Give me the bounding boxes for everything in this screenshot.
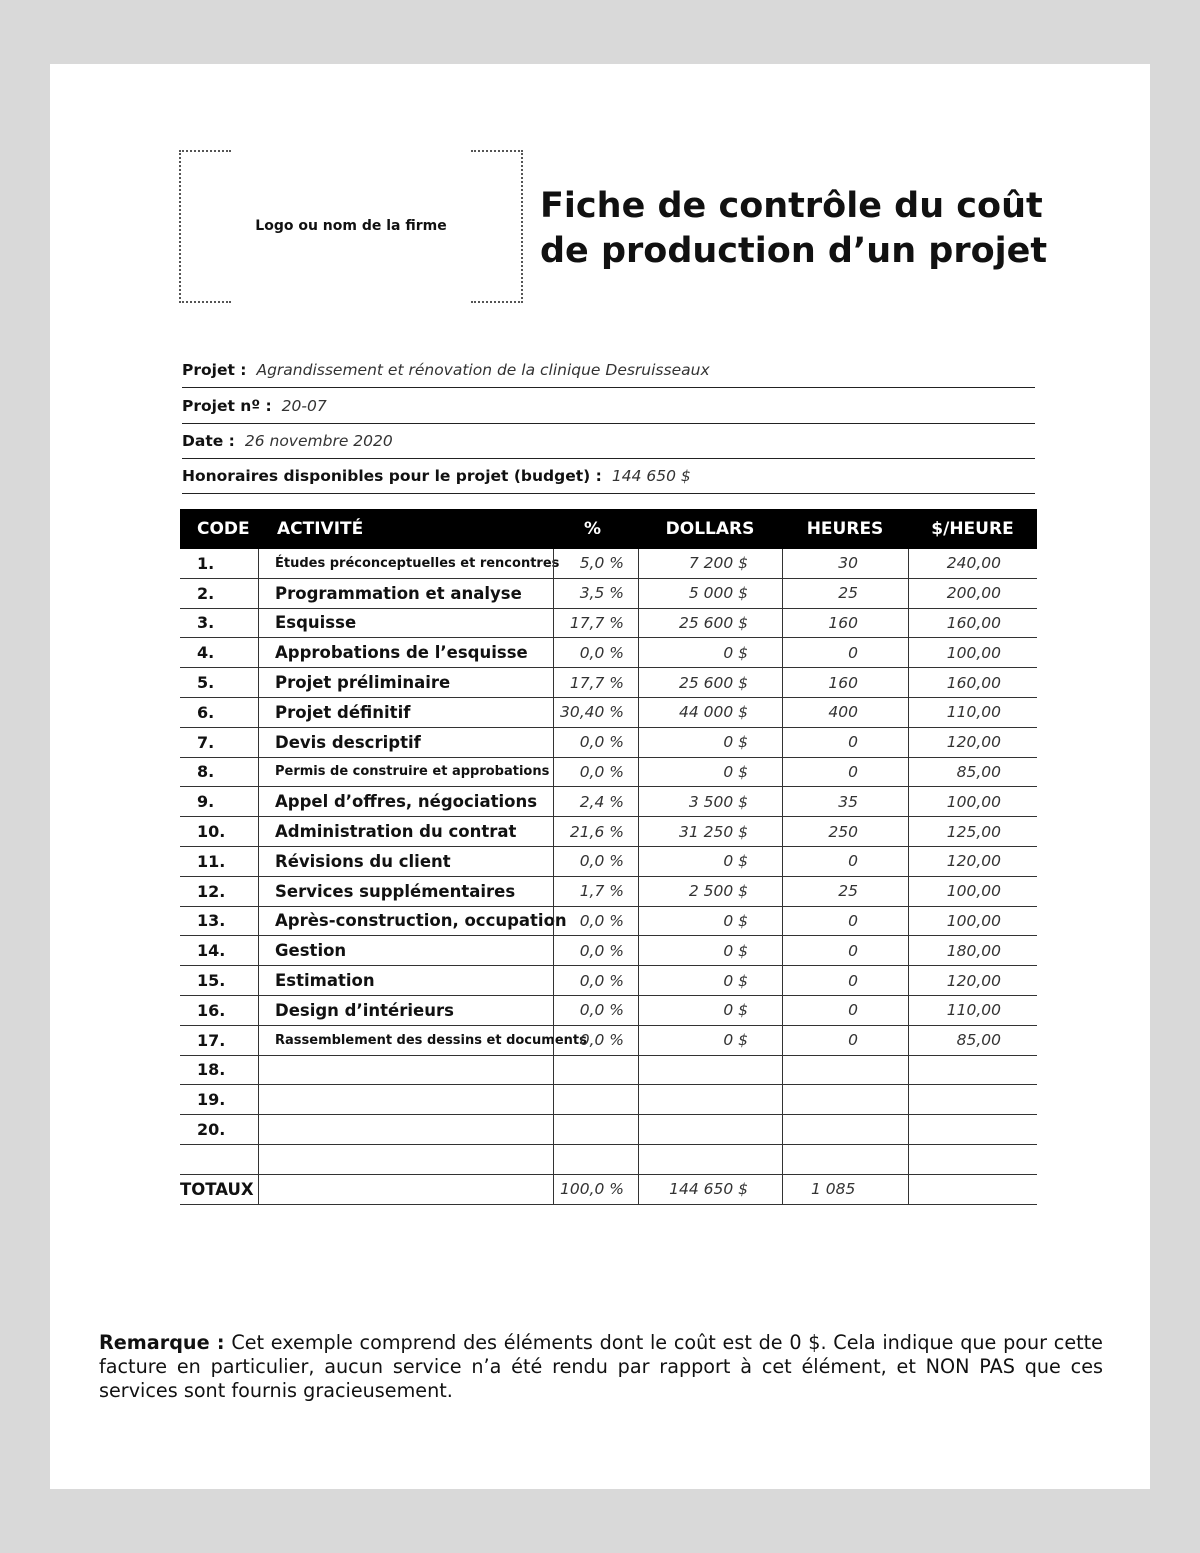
row-rate: 160,00 (908, 668, 1037, 697)
row-hours: 160 (782, 609, 908, 638)
table-row (180, 966, 1037, 996)
row-dollars: 0 $ (638, 758, 782, 787)
row-activity: Services supplémentaires (258, 877, 553, 906)
row-hours: 400 (782, 698, 908, 727)
row-hours: 250 (782, 817, 908, 846)
table-row (180, 758, 1037, 788)
totals-dollars: 144 650 $ (638, 1175, 782, 1204)
row-rate: 110,00 (908, 698, 1037, 727)
row-dollars: 7 200 $ (638, 549, 782, 578)
row-percent: 5,0 % (553, 549, 638, 578)
row-percent: 0,0 % (553, 996, 638, 1025)
row-rate: 200,00 (908, 579, 1037, 608)
row-code: 1. (197, 553, 215, 573)
row-code: 8. (197, 762, 215, 782)
table-row (180, 549, 1037, 579)
row-dollars: 2 500 $ (638, 877, 782, 906)
row-code: 9. (197, 792, 215, 812)
row-percent (553, 1145, 638, 1174)
row-rate (908, 1085, 1037, 1114)
row-hours: 0 (782, 996, 908, 1025)
row-activity: Approbations de l’esquisse (258, 638, 553, 667)
table-row (180, 1115, 1037, 1145)
row-dollars: 0 $ (638, 728, 782, 757)
row-dollars (638, 1145, 782, 1174)
row-activity: Études préconceptuelles et rencontres (258, 549, 553, 578)
row-percent: 21,6 % (553, 817, 638, 846)
project-number-field (182, 388, 1035, 424)
row-code: 5. (197, 673, 215, 693)
row-hours (782, 1085, 908, 1114)
row-dollars: 0 $ (638, 907, 782, 936)
row-code: 17. (197, 1030, 226, 1050)
date-label: Date : (182, 431, 235, 450)
table-row (180, 936, 1037, 966)
row-hours: 0 (782, 936, 908, 965)
header-rate: $/HEURE (931, 519, 1014, 539)
row-rate: 240,00 (908, 549, 1037, 578)
totals-percent: 100,0 % (553, 1175, 638, 1204)
row-rate: 85,00 (908, 1026, 1037, 1055)
budget-field (182, 458, 1035, 494)
table-row (180, 996, 1037, 1026)
row-dollars: 3 500 $ (638, 787, 782, 816)
row-rate: 100,00 (908, 877, 1037, 906)
row-rate: 100,00 (908, 638, 1037, 667)
row-hours: 0 (782, 907, 908, 936)
date-field (182, 423, 1035, 459)
row-hours: 35 (782, 787, 908, 816)
table-row (180, 907, 1037, 937)
row-activity: Révisions du client (258, 847, 553, 876)
row-rate: 120,00 (908, 966, 1037, 995)
row-percent: 30,40 % (553, 698, 638, 727)
row-hours: 0 (782, 1026, 908, 1055)
row-hours: 30 (782, 549, 908, 578)
row-rate: 120,00 (908, 847, 1037, 876)
row-code: 14. (197, 941, 226, 961)
row-percent: 3,5 % (553, 579, 638, 608)
row-rate: 125,00 (908, 817, 1037, 846)
date-value: 26 novembre 2020 (244, 431, 393, 450)
totals-row (180, 1175, 1037, 1205)
header-dollars: DOLLARS (665, 519, 755, 539)
table-body (180, 549, 1037, 1175)
row-hours: 0 (782, 638, 908, 667)
row-activity: Programmation et analyse (258, 579, 553, 608)
row-activity: Rassemblement des dessins et documents (258, 1026, 553, 1055)
row-dollars: 25 600 $ (638, 609, 782, 638)
logo-text: Logo ou nom de la firme (255, 218, 447, 234)
row-dollars: 25 600 $ (638, 668, 782, 697)
row-dollars: 31 250 $ (638, 817, 782, 846)
row-activity: Devis descriptif (258, 728, 553, 757)
row-dollars (638, 1056, 782, 1085)
project-number-value: 20-07 (281, 396, 327, 415)
row-percent: 0,0 % (553, 758, 638, 787)
row-activity: Esquisse (258, 609, 553, 638)
row-activity: Projet définitif (258, 698, 553, 727)
totals-rate (908, 1175, 1037, 1204)
row-activity: Permis de construire et approbations (258, 758, 553, 787)
table-row (180, 1026, 1037, 1056)
row-percent: 0,0 % (553, 728, 638, 757)
header-percent: % (583, 519, 602, 539)
row-rate: 100,00 (908, 907, 1037, 936)
row-dollars: 0 $ (638, 1026, 782, 1055)
row-dollars: 0 $ (638, 966, 782, 995)
table-row (180, 1085, 1037, 1115)
table-row (180, 668, 1037, 698)
row-activity (258, 1085, 553, 1114)
logo-placeholder (179, 150, 523, 303)
row-percent: 0,0 % (553, 638, 638, 667)
project-label: Projet : (182, 360, 247, 379)
row-percent (553, 1085, 638, 1114)
table-header (180, 509, 1037, 549)
row-percent: 1,7 % (553, 877, 638, 906)
row-activity (258, 1056, 553, 1085)
row-code: 11. (197, 851, 226, 871)
row-percent: 0,0 % (553, 907, 638, 936)
budget-label: Honoraires disponibles pour le projet (budget) : (182, 466, 602, 485)
row-rate: 180,00 (908, 936, 1037, 965)
row-code: 6. (197, 702, 215, 722)
row-code: 3. (197, 613, 215, 633)
row-dollars (638, 1085, 782, 1114)
row-code: 12. (197, 881, 226, 901)
table-row (180, 877, 1037, 907)
table-row (180, 728, 1037, 758)
row-hours (782, 1115, 908, 1144)
project-field (182, 352, 1035, 388)
row-hours: 0 (782, 758, 908, 787)
row-rate (908, 1056, 1037, 1085)
header-activity: ACTIVITÉ (277, 519, 364, 539)
table-row (180, 1056, 1037, 1086)
row-activity: Appel d’offres, négociations (258, 787, 553, 816)
row-hours: 0 (782, 966, 908, 995)
row-hours (782, 1145, 908, 1174)
row-hours: 0 (782, 847, 908, 876)
totals-label: TOTAUX (180, 1179, 254, 1199)
table-row (180, 1145, 1037, 1175)
row-percent (553, 1056, 638, 1085)
row-code: 18. (197, 1060, 226, 1080)
row-activity: Administration du contrat (258, 817, 553, 846)
row-code: 20. (197, 1120, 226, 1140)
row-rate (908, 1145, 1037, 1174)
row-dollars: 0 $ (638, 936, 782, 965)
row-percent: 17,7 % (553, 609, 638, 638)
row-percent: 0,0 % (553, 847, 638, 876)
header-code: CODE (197, 519, 250, 539)
row-activity: Gestion (258, 936, 553, 965)
row-hours: 160 (782, 668, 908, 697)
row-hours: 25 (782, 877, 908, 906)
row-activity: Design d’intérieurs (258, 996, 553, 1025)
row-activity (258, 1115, 553, 1144)
table-row (180, 579, 1037, 609)
row-code: 13. (197, 911, 226, 931)
totals-hours: 1 085 (782, 1175, 908, 1204)
table-row (180, 847, 1037, 877)
row-code: 15. (197, 971, 226, 991)
document-title (540, 184, 1048, 274)
row-rate: 100,00 (908, 787, 1037, 816)
row-dollars: 0 $ (638, 996, 782, 1025)
remark-note (99, 1331, 1103, 1403)
totals-activity-cell (258, 1175, 553, 1204)
remark-label: Remarque : (99, 1331, 225, 1354)
row-dollars (638, 1115, 782, 1144)
row-dollars: 5 000 $ (638, 579, 782, 608)
row-dollars: 0 $ (638, 638, 782, 667)
title-line-1: Fiche de contrôle du coût (540, 186, 1043, 226)
row-code: 10. (197, 822, 226, 842)
project-value: Agrandissement et rénovation de la clinique Desruisseaux (256, 360, 710, 379)
remark-text: Cet exemple comprend des éléments dont le coût est de 0 $. Cela indique que pour cette facture en particulier, aucun service n’a été rendu par rapport à cet élément, et NON PAS que ces services sont fournis gracieusement. (99, 1331, 1103, 1402)
row-code: 4. (197, 643, 215, 663)
row-rate (908, 1115, 1037, 1144)
row-percent: 0,0 % (553, 936, 638, 965)
row-rate: 110,00 (908, 996, 1037, 1025)
row-code (180, 1145, 258, 1174)
row-dollars: 0 $ (638, 847, 782, 876)
row-hours: 0 (782, 728, 908, 757)
row-percent: 0,0 % (553, 1026, 638, 1055)
table-row (180, 638, 1037, 668)
table-row (180, 698, 1037, 728)
title-line-2: de production d’un projet (540, 231, 1048, 271)
project-number-label: Projet nº : (182, 396, 272, 415)
row-percent: 0,0 % (553, 966, 638, 995)
row-code: 16. (197, 1000, 226, 1020)
row-dollars: 44 000 $ (638, 698, 782, 727)
table-row (180, 787, 1037, 817)
cost-table (180, 509, 1037, 1205)
row-percent: 17,7 % (553, 668, 638, 697)
row-rate: 160,00 (908, 609, 1037, 638)
row-activity: Après-construction, occupation (258, 907, 553, 936)
row-hours: 25 (782, 579, 908, 608)
table-row (180, 609, 1037, 639)
row-activity: Projet préliminaire (258, 668, 553, 697)
row-rate: 120,00 (908, 728, 1037, 757)
row-activity: Estimation (258, 966, 553, 995)
row-code: 19. (197, 1090, 226, 1110)
header-hours: HEURES (806, 519, 884, 539)
row-percent (553, 1115, 638, 1144)
row-rate: 85,00 (908, 758, 1037, 787)
row-activity (258, 1145, 553, 1174)
row-hours (782, 1056, 908, 1085)
budget-value: 144 650 $ (611, 466, 691, 485)
table-row (180, 817, 1037, 847)
row-code: 2. (197, 583, 215, 603)
row-code: 7. (197, 732, 215, 752)
row-percent: 2,4 % (553, 787, 638, 816)
